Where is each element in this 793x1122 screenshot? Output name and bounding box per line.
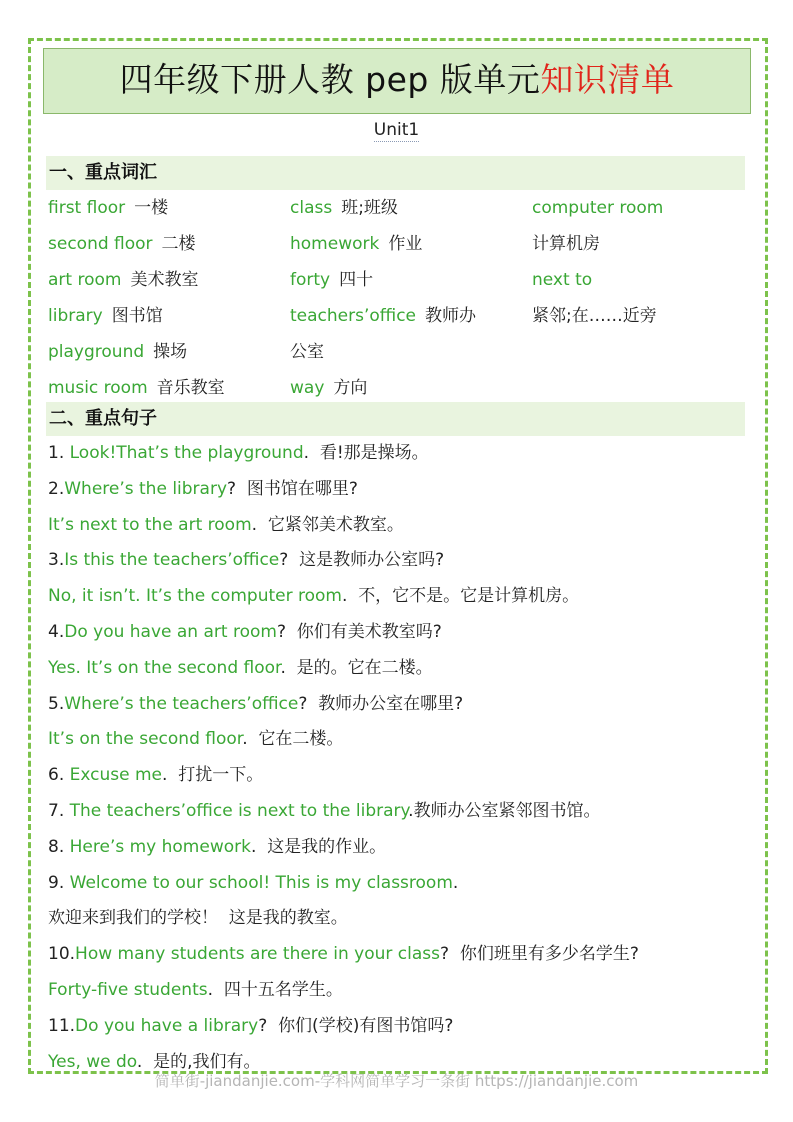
sentence-punct: ? [279, 550, 300, 571]
vocab-chinese: 作业 [388, 234, 423, 254]
vocab-item [532, 226, 748, 262]
sentence-line [48, 436, 748, 472]
sentence-chinese: 它紧邻美术教室。 [267, 514, 404, 535]
sentence-english: It’s next to the art room [48, 514, 252, 535]
vocab-chinese: 音乐教室 [156, 378, 225, 398]
vocab-english: teachers’office [290, 306, 417, 326]
sentence-punct: . [207, 979, 224, 1000]
title-highlight: 知识清单 [540, 60, 675, 99]
sentence-number: 2. [48, 478, 65, 499]
sentence-punct: ? [258, 1015, 279, 1036]
sentence-number: 6. [48, 765, 70, 786]
vocab-item [290, 190, 532, 226]
sentence-list [48, 436, 748, 1080]
sentence-english: Here’s my homework [69, 836, 251, 857]
vocab-item [532, 298, 748, 334]
sentence-punct: . [280, 657, 297, 678]
vocab-item [532, 334, 748, 370]
sentence-english: Yes. It’s on the second floor [48, 657, 281, 678]
vocab-english: second floor [48, 234, 153, 254]
sentence-section-heading: 二、重点句子 [46, 402, 745, 436]
sentence-line [48, 830, 748, 866]
sentence-number: 7. [48, 800, 70, 821]
vocab-chinese: 四十 [339, 270, 374, 290]
sentence-english: Forty-five students [48, 979, 208, 1000]
sentence-line [48, 722, 748, 758]
sentence-chinese: 欢迎来到我们的学校！ 这是我的教室。 [48, 908, 348, 929]
sentence-chinese: 这是教师办公室吗? [299, 550, 445, 571]
vocab-english: first floor [48, 198, 126, 218]
sentence-punct: . [162, 765, 179, 786]
sentence-chinese: 教师办公室紧邻图书馆。 [413, 800, 601, 821]
vocab-item [48, 190, 290, 226]
vocab-item [48, 298, 290, 334]
vocab-item [290, 370, 532, 406]
vocab-english: homework [290, 234, 380, 254]
sentence-punct: . [408, 800, 414, 821]
sentence-english: Do you have a library [75, 1015, 259, 1036]
sentence-line [48, 543, 748, 579]
vocab-item [290, 262, 532, 298]
sentence-number: 11. [48, 1015, 76, 1036]
sentence-english: Where’s the library [64, 478, 228, 499]
vocab-item [532, 262, 748, 298]
sentence-punct: . [341, 586, 359, 607]
sentence-english: How many students are there in your class [75, 944, 441, 965]
vocab-chinese: 计算机房 [532, 234, 600, 254]
sentence-english: Is this the teachers’office [64, 550, 280, 571]
sentence-english: Excuse me [69, 765, 162, 786]
title-main: 四年级下册人教 pep 版单元 [119, 60, 541, 99]
sentence-chinese: 看!那是操场。 [319, 443, 429, 463]
sentence-english: The teachers’office is next to the library [69, 800, 409, 821]
sentence-chinese: 打扰一下。 [178, 765, 264, 786]
sentence-punct: . [303, 443, 320, 463]
sentence-line [48, 579, 748, 615]
sentence-english: Welcome to our school! This is my classroom [69, 872, 453, 893]
vocab-item [48, 262, 290, 298]
vocab-english: playground [48, 342, 145, 362]
footer-watermark: 简单街-jiandanjie.com-学科网简单学习一条街 https://jiandanjie.com [154, 1072, 639, 1090]
sentence-number: 10. [48, 944, 76, 965]
sentence-english: Look!That’s the playground [69, 443, 304, 463]
sentence-number: 4. [48, 621, 65, 642]
sentence-line [48, 794, 748, 830]
sentence-chinese: 它在二楼。 [258, 729, 344, 750]
vocab-english: art room [48, 270, 122, 290]
sentence-line [48, 651, 748, 687]
vocab-item [48, 334, 290, 370]
vocab-chinese: 班;班级 [341, 198, 398, 218]
sentence-number: 3. [48, 550, 65, 571]
page-title [43, 48, 751, 114]
vocab-english: computer room [532, 198, 664, 218]
vocab-chinese: 公室 [290, 342, 324, 362]
sentence-number: 1. [48, 443, 70, 463]
vocab-item [290, 334, 532, 370]
sentence-chinese: 是的,我们有。 [153, 1051, 261, 1072]
sentence-punct: . [251, 514, 268, 535]
vocab-item [532, 370, 748, 406]
sentence-chinese: 你们有美术教室吗? [296, 621, 442, 642]
sentence-line [48, 973, 748, 1009]
vocab-item [532, 190, 748, 226]
sentence-chinese: 是的。它在二楼。 [296, 657, 433, 678]
vocab-english: library [48, 306, 103, 326]
vocab-english: music room [48, 378, 148, 398]
sentence-chinese: 这是我的作业。 [267, 836, 387, 857]
sentence-line [48, 687, 748, 723]
sentence-english: It’s on the second floor [48, 729, 243, 750]
sentence-line [48, 758, 748, 794]
sentence-punct: ? [298, 693, 319, 714]
vocab-chinese: 一楼 [134, 198, 169, 218]
sentence-number: 5. [48, 693, 65, 714]
sentence-punct: . [242, 729, 259, 750]
unit-heading: Unit1 [373, 120, 420, 140]
sentence-chinese: 四十五名学生。 [223, 979, 343, 1000]
sentence-line [48, 901, 748, 937]
sentence-punct: ? [440, 944, 460, 965]
sentence-number: 9. [48, 872, 70, 893]
sentence-line [48, 866, 748, 902]
sentence-chinese: 不，它不是。它是计算机房。 [358, 586, 580, 607]
sentence-line [48, 508, 748, 544]
vocab-english: forty [290, 270, 331, 290]
vocab-chinese: 美术教室 [130, 270, 199, 290]
vocab-english: class [290, 198, 333, 218]
vocab-item [48, 370, 290, 406]
sentence-punct: . [452, 872, 459, 893]
sentence-line [48, 472, 748, 508]
sentence-punct: ? [227, 478, 247, 499]
sentence-chinese: 教师办公室在哪里? [318, 693, 464, 714]
sentence-english: Do you have an art room [64, 621, 277, 642]
sentence-line [48, 937, 748, 973]
vocab-chinese: 二楼 [161, 234, 196, 254]
sentence-line [48, 615, 748, 651]
sentence-punct: . [136, 1051, 154, 1072]
vocab-chinese: 图书馆 [111, 306, 163, 326]
sentence-english: Where’s the teachers’office [64, 693, 299, 714]
vocab-item [290, 298, 532, 334]
sentence-chinese: 图书馆在哪里? [246, 478, 358, 499]
vocab-chinese: 操场 [153, 342, 188, 362]
vocab-grid [48, 190, 748, 406]
sentence-number: 8. [48, 836, 70, 857]
sentence-english: No, it isn’t. It’s the computer room [48, 586, 342, 607]
vocab-chinese: 教师办 [425, 306, 477, 326]
sentence-line [48, 1009, 748, 1045]
vocab-chinese: 方向 [333, 378, 368, 398]
sentence-english: Yes, we do [48, 1051, 137, 1072]
sentence-chinese: 你们班里有多少名学生? [459, 944, 639, 965]
vocab-chinese: 紧邻;在……近旁 [532, 306, 657, 326]
vocab-english: way [290, 378, 325, 398]
vocab-item [290, 226, 532, 262]
vocab-item [48, 226, 290, 262]
sentence-punct: . [250, 836, 268, 857]
sentence-punct: ? [276, 621, 297, 642]
vocab-section-heading: 一、重点词汇 [46, 156, 745, 190]
sentence-chinese: 你们(学校)有图书馆吗? [278, 1015, 454, 1036]
vocab-english: next to [532, 270, 593, 290]
